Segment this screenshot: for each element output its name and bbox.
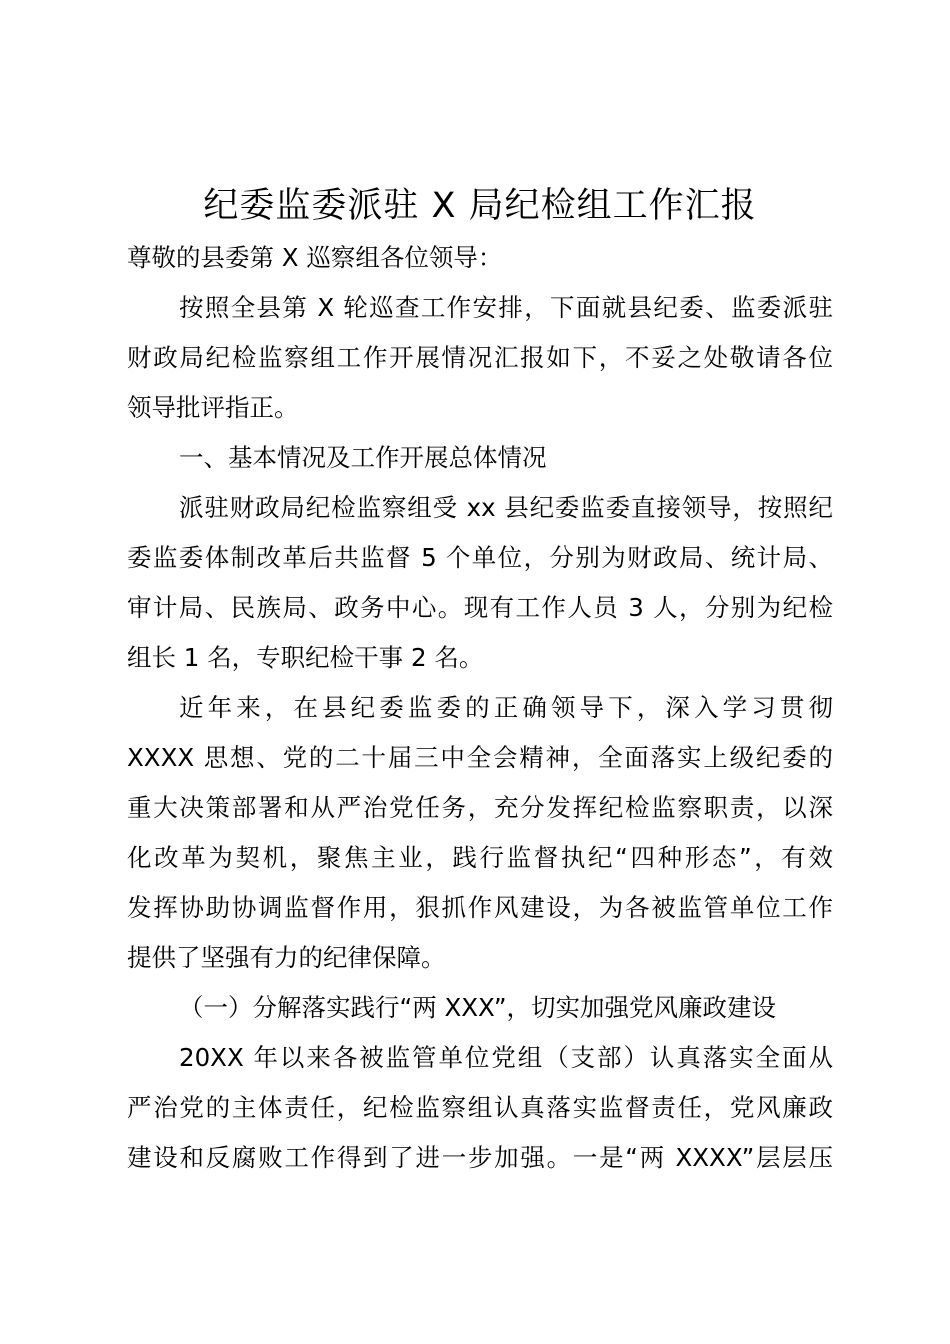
paragraph-line: 严治党的主体责任，纪检监察组认真落实监督责任，党风廉政 [127,1093,833,1122]
paragraph-line: 委监委体制改革后共监督 5 个单位，分别为财政局、统计局、 [127,543,833,572]
paragraph-line: 建设和反腐败工作得到了进一步加强。一是“两 XXXX”层层压 [127,1143,833,1172]
paragraph-line: XXXX 思想、党的二十届三中全会精神，全面落实上级纪委的 [127,743,833,772]
paragraph-line: 派驻财政局纪检监察组受 xx 县纪委监委直接领导，按照纪 [179,493,833,522]
section-heading-line: 一、基本情况及工作开展总体情况 [179,443,547,472]
paragraph-line: 财政局纪检监察组工作开展情况汇报如下，不妥之处敬请各位 [127,343,833,372]
paragraph-line: 按照全县第 X 轮巡查工作安排，下面就县纪委、监委派驻 [179,293,833,322]
document-body [127,233,833,1183]
paragraph-line: 20XX 年以来各被监管单位党组（支部）认真落实全面从 [179,1043,833,1072]
paragraph-basic-info [127,483,833,683]
paragraph-intro [127,283,833,433]
paragraph-line: 近年来，在县纪委监委的正确领导下，深入学习贯彻 [179,693,833,722]
paragraph-line: 组长 1 名，专职纪检干事 2 名。 [127,643,484,672]
paragraph-line: 重大决策部署和从严治党任务，充分发挥纪检监察职责，以深 [127,793,833,822]
paragraph-line: 发挥协助协调监督作用，狠抓作风建设，为各被监管单位工作 [127,893,833,922]
paragraph-recent-years [127,683,833,983]
paragraph-line: 化改革为契机，聚焦主业，践行监督执纪“四种形态”，有效 [127,843,833,872]
paragraph-line: 提供了坚强有力的纪律保障。 [127,943,446,972]
paragraph-line: 审计局、民族局、政务中心。现有工作人员 3 人，分别为纪检 [127,593,833,622]
document-title: 纪委监委派驻 X 局纪检组工作汇报 [203,186,757,226]
section-heading-1 [127,433,833,483]
subsection-heading-1 [127,983,833,1033]
salutation-line: 尊敬的县委第 X 巡察组各位领导： [127,243,503,272]
paragraph-line: 领导批评指正。 [127,393,299,422]
subsection-heading-line: （一）分解落实践行“两 XXX”，切实加强党风廉政建设 [179,993,777,1022]
paragraph-responsibility [127,1033,833,1183]
salutation [127,233,833,283]
